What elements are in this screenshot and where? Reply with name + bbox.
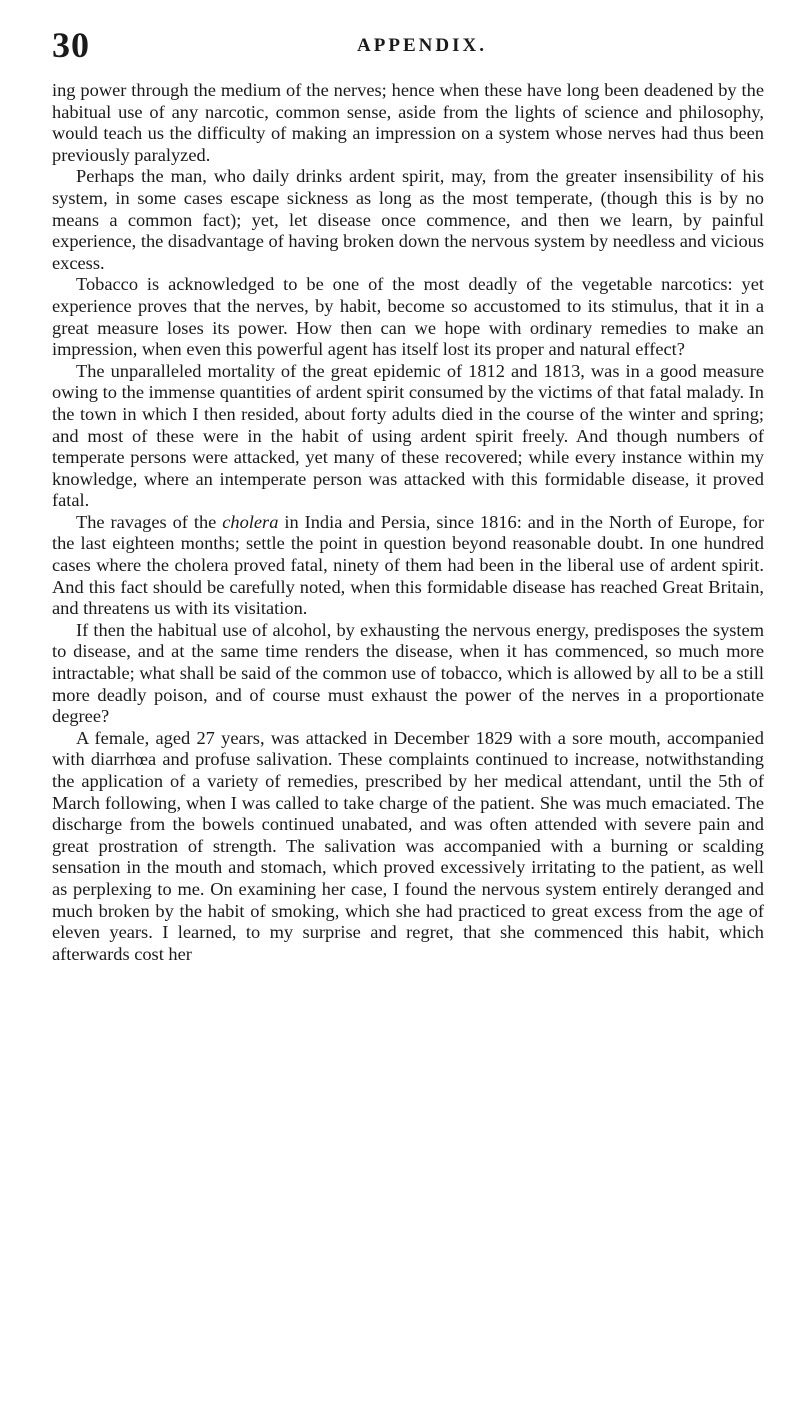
running-head xyxy=(52,20,752,70)
paragraph-5-rest: in India and Persia, since 1816: and in the North of Europe, for the last eighteen months; settle the point in question beyond reasonable doubt. In one hundred cases where the cholera proved fatal, ninety of them had been in the liberal use of ardent spirit. And this fact should be carefully noted, when this formidable disease has reached Great Britain, and threatens us with its visitation. xyxy=(52,511,764,619)
paragraph-3: Tobacco is acknowledged to be one of the most deadly of the vegetable narcotics: yet experience proves that the nerves, by habit, become so accustomed to its stimulus, that it in a great measure loses its power. How then can we hope with ordinary remedies to make an impression, when even this powerful agent has itself lost its proper and natural effect? xyxy=(52,274,764,360)
body-text xyxy=(52,80,764,965)
paragraph-5-start: The ravages of the xyxy=(76,511,223,532)
page-number: 30 xyxy=(52,25,90,65)
paragraph-6: If then the habitual use of alcohol, by exhausting the nervous energy, predisposes the system to disease, and at the same time renders the disease, when it has commenced, so much more intractable; what shall be said of the common use of tobacco, which is allowed by all to be a still more deadly poison, and of course must exhaust the power of the nerves in a proportionate degree? xyxy=(52,619,764,727)
paragraph-5 xyxy=(52,512,764,620)
paragraph-7: A female, aged 27 years, was attacked in December 1829 with a sore mouth, accompanied with diarrhœa and profuse salivation. These complaints continued to increase, notwithstanding the application of a variety of remedies, prescribed by her medical attendant, until the 5th of March following, when I was called to take charge of the patient. She was much emaciated. The discharge from the bowels continued unabated, and was often attended with severe pain and great prostration of strength. The salivation was accompanied with a burning or scalding sensation in the mouth and stomach, which proved excessively irritating to the patient, as well as perplexing to me. On examining her case, I found the nervous system entirely deranged and much broken by the habit of smoking, which she had practiced to great excess from the age of eleven years. I learned, to my surprise and regret, that she commenced this habit, which afterwards cost her xyxy=(52,727,764,964)
paragraph-1: ing power through the medium of the nerves; hence when these have long been deadened by the habitual use of any narcotic, common sense, aside from the lights of science and philosophy, would teach us the difficulty of making an impression on a system whose nerves had thus been previously paralyzed. xyxy=(52,80,764,165)
cholera-italic: cholera xyxy=(222,511,279,532)
running-title: APPENDIX. xyxy=(357,35,487,56)
paragraph-4: The unparalleled mortality of the great epidemic of 1812 and 1813, was in a good measure owing to the immense quantities of ardent spirit consumed by the victims of that fatal malady. In the town in which I then resided, about forty adults died in the course of the winter and spring; and most of these were in the habit of using ardent spirit freely. And though numbers of temperate persons were attacked, yet many of these recovered; while every instance within my knowledge, where an intemperate person was attacked with this formidable disease, it proved fatal. xyxy=(52,360,764,511)
paragraph-2: Perhaps the man, who daily drinks ardent spirit, may, from the greater insensibility of his system, in some cases escape sickness as long as the most temperate, (though this is by no means a common fact); yet, let disease once commence, and then we learn, by painful experience, the disadvantage of having broken down the nervous system by needless and vicious excess. xyxy=(52,166,764,273)
